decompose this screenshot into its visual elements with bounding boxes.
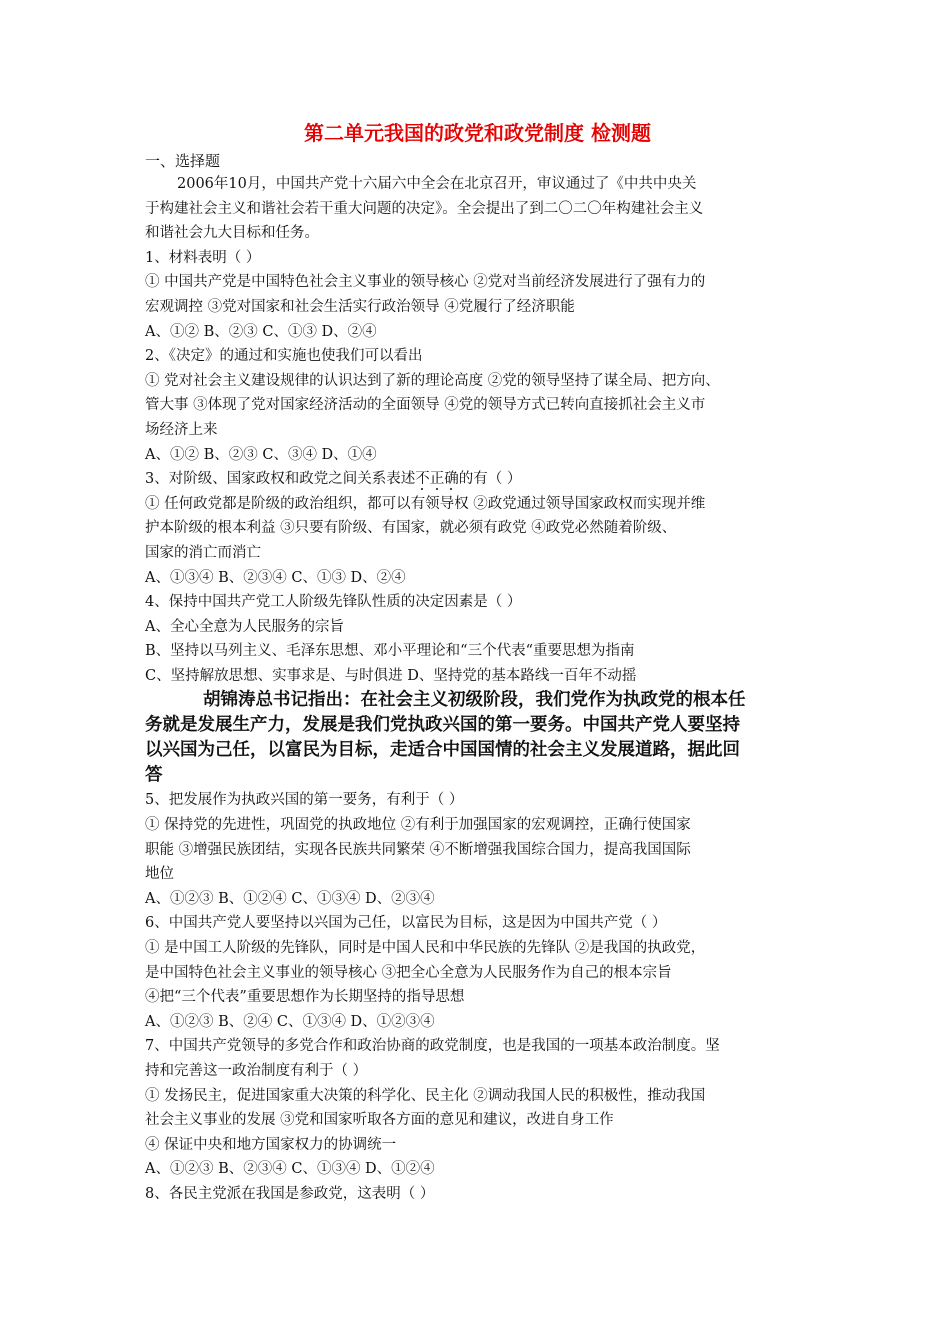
text-line-q1-opt-2: 宏观调控 ③党对国家和社会生活实行政治领导 ④党履行了经济职能: [145, 298, 575, 315]
bold-passage-line: 务就是发展生产力，发展是我们党执政兴国的第一要务。中国共产党人要坚持: [145, 715, 740, 736]
bold-passage-line: 胡锦涛总书记指出：在社会主义初级阶段，我们党作为执政党的根本任: [203, 690, 746, 711]
text-line-q6-opt-3: ④把“三个代表”重要思想作为长期坚持的指导思想: [145, 989, 465, 1006]
document-content: [145, 118, 810, 1207]
text-line-q6-opt-2: 是中国特色社会主义事业的领导核心 ③把全心全意为人民服务作为自己的根本宗旨: [145, 964, 672, 981]
text-line-q7-opt-1: ① 发扬民主，促进国家重大决策的科学化、民主化 ②调动我国人民的积极性，推动我国: [145, 1087, 706, 1104]
bold-passage-line: 答: [145, 765, 163, 786]
text-line-intro-3: 和谐社会九大目标和任务。: [145, 225, 319, 242]
question-block-1: [145, 172, 810, 688]
section-heading: 一、选择题: [145, 152, 221, 170]
bold-passage-line: 以兴国为己任，以富民为目标，走适合中国国情的社会主义发展道路，据此回: [145, 740, 740, 761]
text-line-q2-ans: A、①② B、②③ C、③④ D、①④: [145, 446, 377, 463]
text-line-q6-ans: A、①②③ B、②④ C、①③④ D、①②③④: [145, 1013, 435, 1030]
document-title: 第二单元我国的政党和政党制度 检测题: [304, 121, 651, 145]
text-line-q5-ans: A、①②③ B、①②④ C、①③④ D、②③④: [145, 890, 435, 907]
text-line-q7: 7、中国共产党领导的多党合作和政治协商的政党制度，也是我国的一项基本政治制度。坚: [145, 1038, 720, 1055]
text-line-q6: 6、中国共产党人要坚持以兴国为己任，以富民为目标，这是因为中国共产党（ ）: [145, 915, 667, 932]
text-line-q2: 2、《决定》的通过和实施也使我们可以看出: [145, 348, 423, 365]
text-line-q3-ans: A、①③④ B、②③④ C、①③ D、②④: [145, 569, 406, 586]
text-line-q6-opt-1: ① 是中国工人阶级的先锋队，同时是中国人民和中华民族的先锋队 ②是我国的执政党，: [145, 940, 706, 957]
text-line-q7-2: 持和完善这一政治制度有利于（ ）: [145, 1063, 368, 1079]
text-line-q2-opt-3: 场经济上来: [145, 421, 218, 438]
text-line-q4-a: A、全心全意为人民服务的宗旨: [145, 618, 344, 635]
question-block-2: [145, 788, 810, 1206]
text-line-q8: 8、各民主党派在我国是参政党，这表明（ ）: [145, 1185, 435, 1202]
text-line-q5: 5、把发展作为执政兴国的第一要务，有利于（ ）: [145, 792, 464, 809]
text-line-q7-opt-3: ④ 保证中央和地方国家权力的协调统一: [145, 1136, 397, 1153]
text-line-q2-opt-2: 管大事 ③体现了党对国家经济活动的全面领导 ④党的领导方式已转向直接抓社会主义市: [145, 397, 706, 414]
text-line-intro-1: 2006年10月，中国共产党十六届六中全会在北京召开，审议通过了《中共中央关: [177, 176, 697, 192]
text-line-q4: 4、保持中国共产党工人阶级先锋队性质的决定因素是（ ）: [145, 594, 522, 611]
text-line-q3-opt-3: 国家的消亡而消亡: [145, 544, 261, 561]
text-line-q4-cd: C、坚持解放思想、实事求是、与时俱进 D、坚持党的基本路线一百年不动摇: [145, 667, 637, 684]
text-line-q5-opt-1: ① 保持党的先进性，巩固党的执政地位 ②有利于加强国家的宏观调控，正确行使国家: [145, 817, 691, 834]
text-line-intro-2: 于构建社会主义和谐社会若干重大问题的决定》。全会提出了到二〇二〇年构建社会主义: [145, 200, 704, 217]
text-line-q3-opt-1: ① 任何政党都是阶级的政治组织，都可以有领导权 ②政党通过领导国家政权而实现并维: [145, 495, 706, 512]
text-line-q7-ans: A、①②③ B、②③④ C、①③④ D、①②④: [145, 1161, 435, 1178]
bold-passage: [145, 688, 810, 788]
text-line-q1-opt-1: ① 中国共产党是中国特色社会主义事业的领导核心 ②党对当前经济发展进行了强有力的: [145, 274, 706, 291]
text-line-q4-b: B、坚持以马列主义、毛泽东思想、邓小平理论和“三个代表“重要思想为指南: [145, 643, 635, 660]
text-line-q3: 3、对阶级、国家政权和政党之间关系表述不正确的有（ ）: [145, 471, 522, 488]
text-line-q7-opt-2: 社会主义事业的发展 ③党和国家听取各方面的意见和建议，改进自身工作: [145, 1112, 614, 1129]
text-line-q5-opt-2: 职能 ③增强民族团结，实现各民族共同繁荣 ④不断增强我国综合国力，提高我国国际: [145, 841, 691, 858]
text-line-q5-opt-3: 地位: [145, 866, 174, 883]
text-line-q2-opt-1: ① 党对社会主义建设规律的认识达到了新的理论高度 ②党的领导坚持了谋全局、把方向、: [145, 372, 720, 389]
text-line-q1-ans: A、①② B、②③ C、①③ D、②④: [145, 323, 377, 340]
text-line-q1: 1、材料表明（ ）: [145, 249, 261, 266]
text-line-q3-opt-2: 护本阶级的根本利益 ③只要有阶级、有国家，就必须有政党 ④政党必然随着阶级、: [145, 520, 677, 537]
